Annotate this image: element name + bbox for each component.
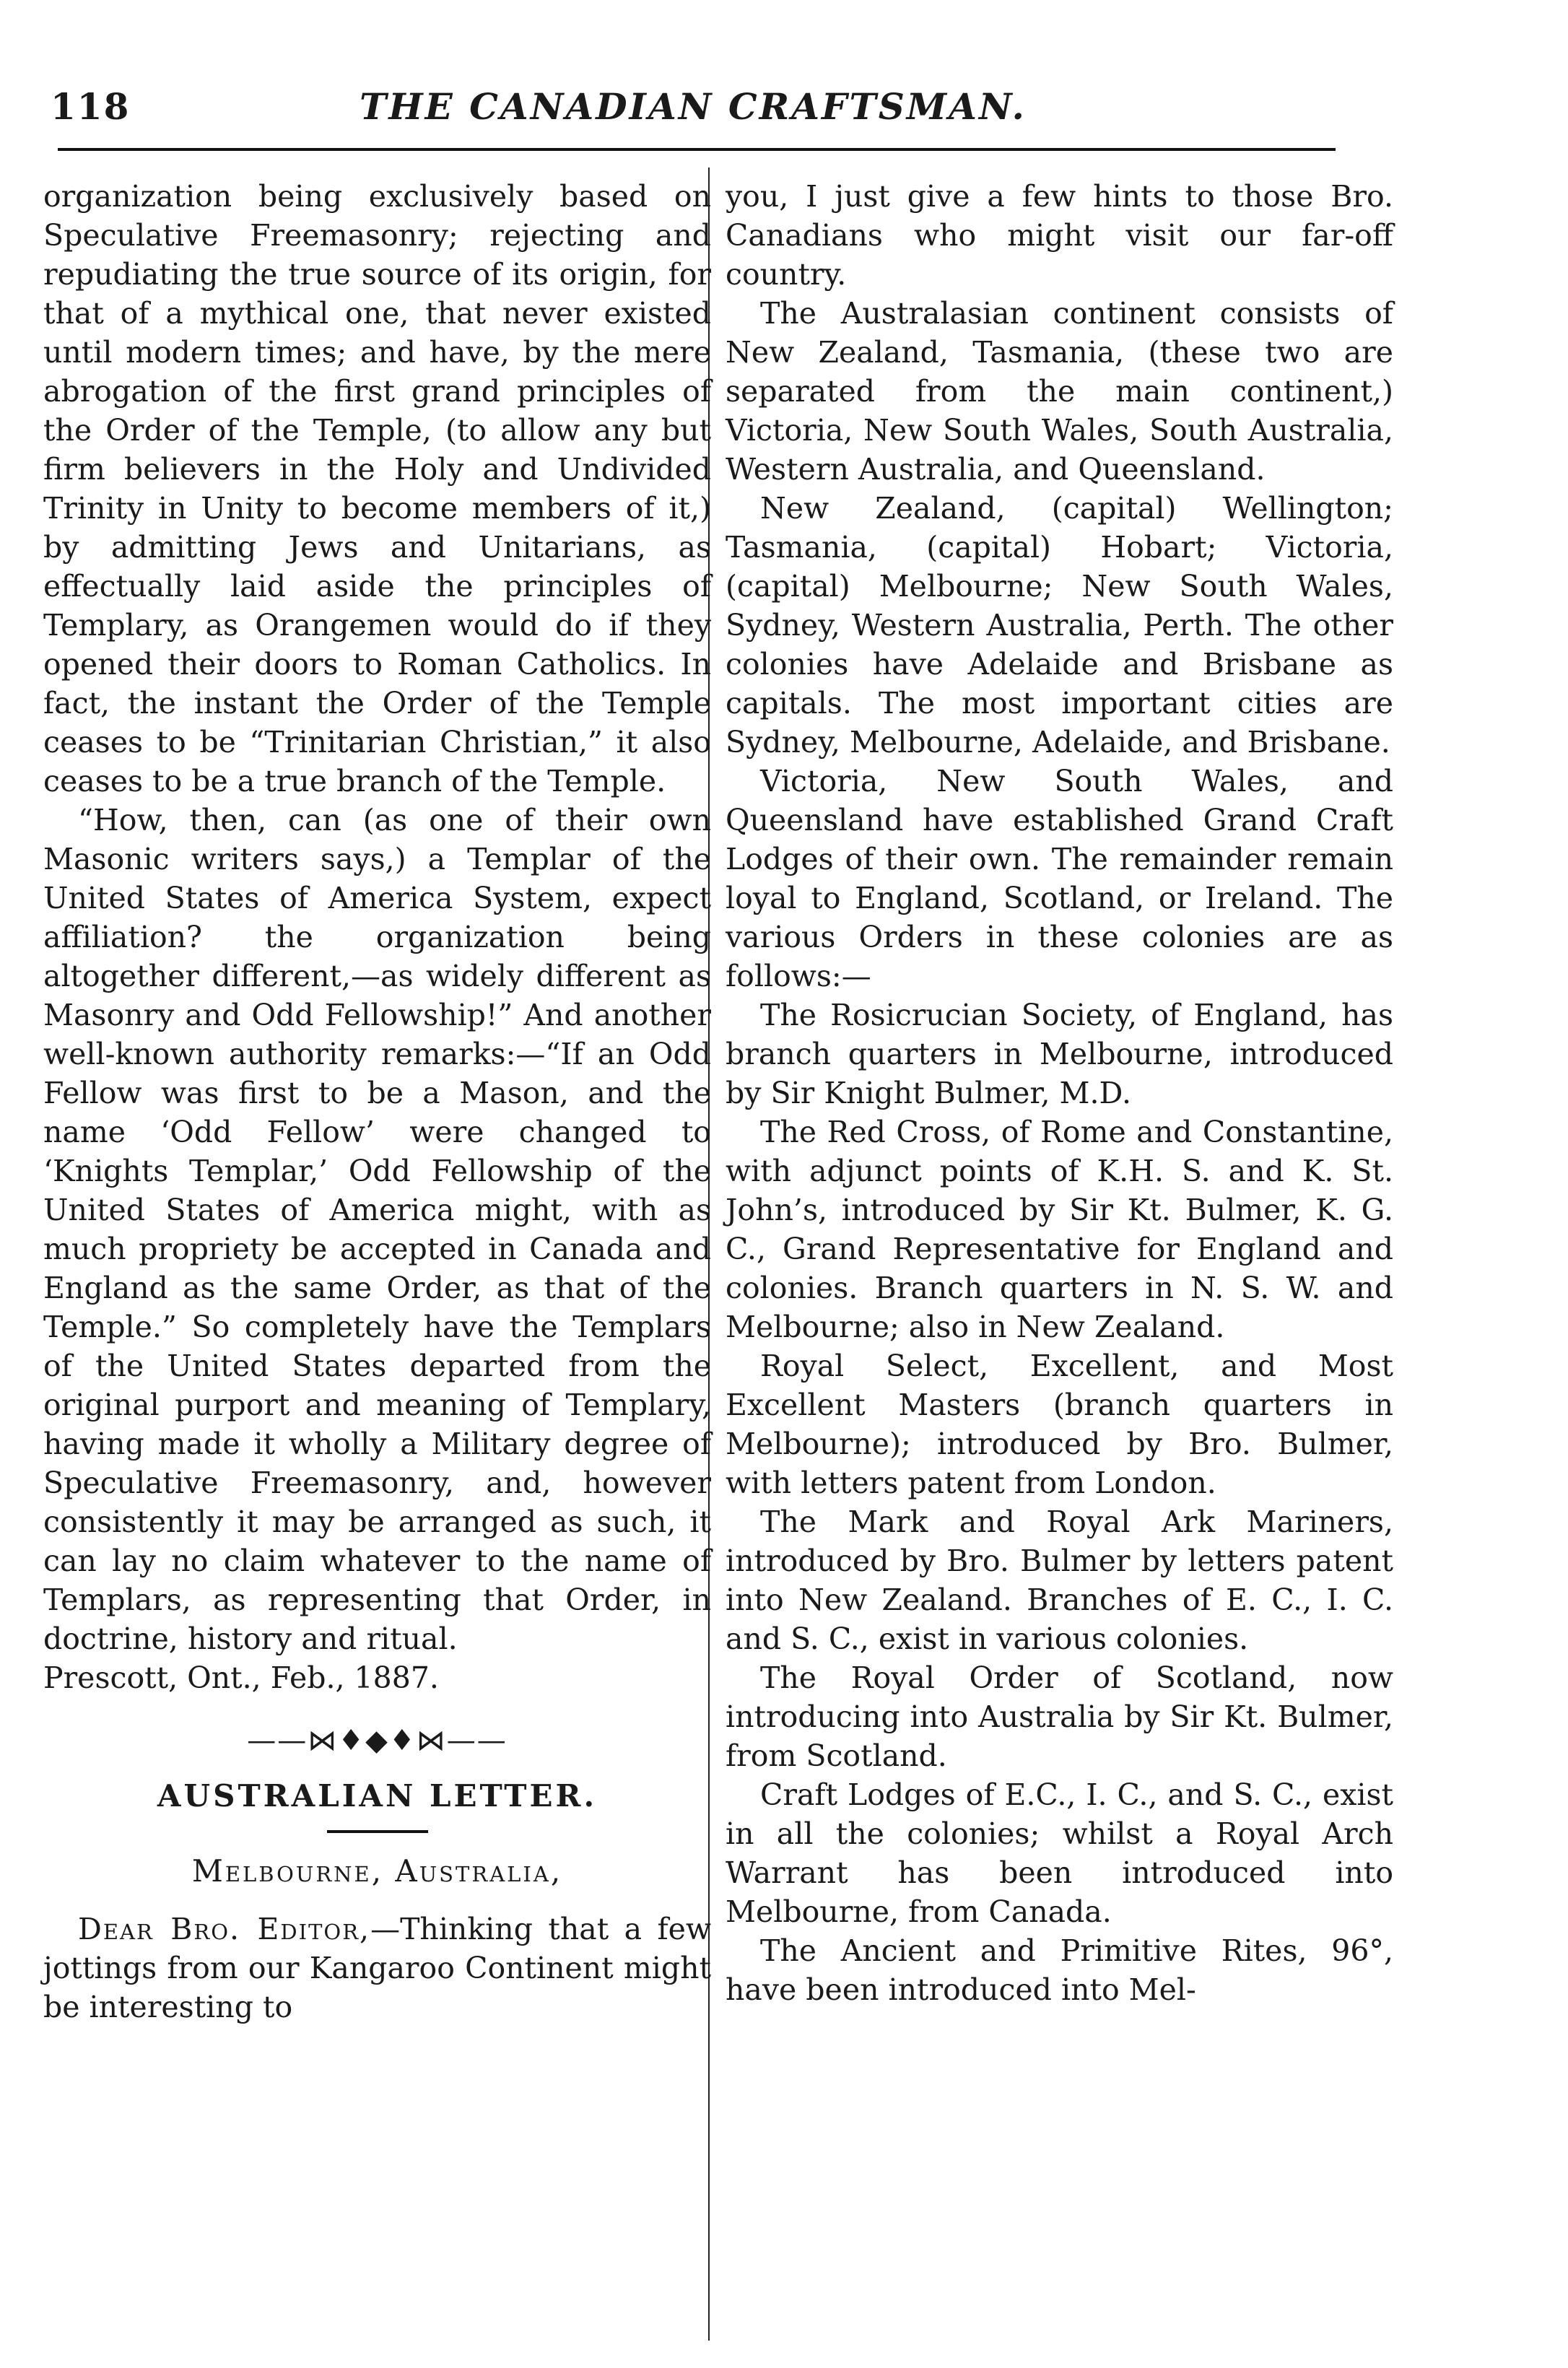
right-paragraph-7: Royal Select, Excellent, and Most Excellent Masters (branch quarters in Melbourne); introduced by Bro. Bulmer, with letters patent from London. xyxy=(726,1349,1393,1500)
running-title: THE CANADIAN CRAFTSMAN. xyxy=(360,85,1027,128)
right-paragraph-6: The Red Cross, of Rome and Constantine, with adjunct points of K.H. S. and K. St. John’s, introduced by Sir Kt. Bulmer, K. G. C., Grand Representative for England and colonies. Branch quarters in N. S. W. and Melbourne; also in New Zealand. xyxy=(726,1115,1393,1344)
right-column xyxy=(726,177,1393,2009)
section-heading: AUSTRALIAN LETTER. xyxy=(157,1778,598,1814)
right-paragraph-9: The Royal Order of Scotland, now introducing into Australia by Sir Kt. Bulmer, from Scotland. xyxy=(726,1660,1393,1773)
right-paragraph-1: you, I just give a few hints to those Bro. Canadians who might visit our far-off country. xyxy=(726,179,1393,292)
letter-dateline: Melbourne, Australia, xyxy=(191,1853,563,1889)
right-paragraph-5: The Rosicrucian Society, of England, has branch quarters in Melbourne, introduced by Sir Knight Bulmer, M.D. xyxy=(726,998,1393,1110)
signature-dateline: Prescott, Ont., Feb., 1887. xyxy=(43,1660,439,1695)
salutation-lead: Dear Bro. Editor, xyxy=(78,1912,371,1946)
heading-rule xyxy=(327,1830,428,1833)
left-paragraph-2: “How, then, can (as one of their own Masonic writers says,) a Templar of the United States of America System, expect affiliation? the organization being altogether different,—as widely different as Masonry and Odd Fellowship!” And another well-known authority remarks:—“If an Odd Fellow was first to be a Mason, and the name ‘Odd Fellow’ were changed to ‘Knights Templar,’ Odd Fellowship of the United States of America might, with as much propriety be accepted in Canada and England as the same Order, as that of the Temple.” So completely have the Templars of the United States departed from the original purport and meaning of Templary, having made it wholly a Military degree of Speculative Freemasonry, and, however consistently it may be arranged as such, it can lay no claim whatever to the name of Templars, as representing that Order, in doctrine, history and ritual. xyxy=(43,803,711,1656)
left-paragraph-1: organization being exclusively based on Speculative Freemasonry; rejecting and repudiating the true source of its origin, for that of a mythical one, that never existed until modern times; and have, by the mere abrogation of the first grand principles of the Order of the Temple, (to allow any but firm believers in the Holy and Undivided Trinity in Unity to become members of it,) by admitting Jews and Unitarians, as effectually laid aside the principles of Templary, as Orangemen would do if they opened their doors to Roman Catholics. In fact, the instant the Order of the Temple ceases to be “Trinitarian Christian,” it also ceases to be a true branch of the Temple. xyxy=(43,179,711,798)
page-header xyxy=(51,85,1336,143)
page-number: 118 xyxy=(51,85,131,128)
section-ornament: ——⋈♦◆♦⋈—— xyxy=(247,1724,508,1757)
right-paragraph-2: The Australasian continent consists of New Zealand, Tasmania, (these two are separated from the main continent,) Victoria, New South Wales, South Australia, Western Australia, and Queensland. xyxy=(726,296,1393,487)
right-paragraph-8: The Mark and Royal Ark Mariners, introduced by Bro. Bulmer by letters patent into New Zealand. Branches of E. C., I. C. and S. C., exist in various colonies. xyxy=(726,1505,1393,1656)
left-column xyxy=(43,177,711,2027)
letter-salutation xyxy=(43,1910,711,2027)
right-paragraph-11: The Ancient and Primitive Rites, 96°, have been introduced into Mel- xyxy=(726,1933,1393,2007)
right-paragraph-3: New Zealand, (capital) Wellington; Tasmania, (capital) Hobart; Victoria, (capital) Melbourne; New South Wales, Sydney, Western Australia, Perth. The other colonies have Adelaide and Brisbane as capitals. The most important cities are Sydney, Melbourne, Adelaide, and Brisbane. xyxy=(726,491,1393,759)
salutation-text: —Thinking that a few jottings from our Kangaroo Continent might be interesting to xyxy=(43,1912,711,2024)
right-paragraph-10: Craft Lodges of E.C., I. C., and S. C., exist in all the colonies; whilst a Royal Arch Warrant has been introduced into Melbourne, from Canada. xyxy=(726,1777,1393,1929)
header-rule xyxy=(58,148,1336,151)
right-paragraph-4: Victoria, New South Wales, and Queensland have established Grand Craft Lodges of their own. The remainder remain loyal to England, Scotland, or Ireland. The various Orders in these colonies are as follows:— xyxy=(726,764,1393,993)
